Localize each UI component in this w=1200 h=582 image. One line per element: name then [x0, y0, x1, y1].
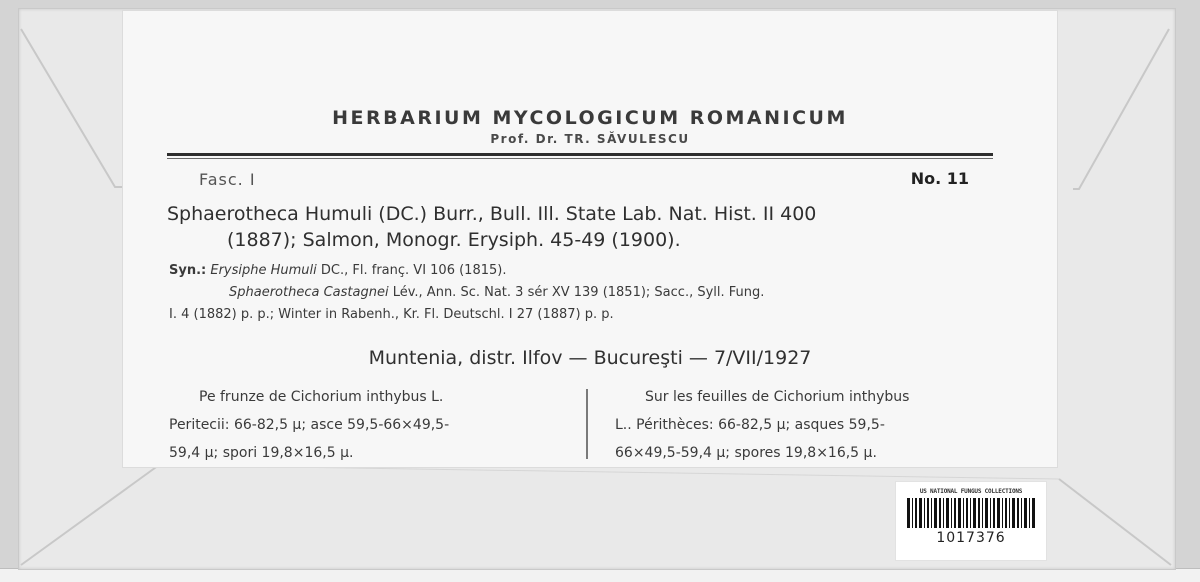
- species-citation: [167, 201, 1007, 253]
- romanian-description: [169, 383, 569, 467]
- header-rule-thick: [167, 153, 993, 156]
- barcode-icon: [907, 498, 1035, 528]
- fr-line-2: L.. Périthèces: 66-82,5 μ; asques 59,5-: [615, 417, 885, 433]
- fr-line-3: 66×49,5-59,4 μ; spores 19,8×16,5 μ.: [615, 445, 877, 461]
- locality: Muntenia, distr. Ilfov — Bucureşti — 7/VII/1927: [368, 347, 812, 369]
- syn2-name: Sphaerotheca Castagnei: [229, 285, 389, 300]
- syn-line-3: I. 4 (1882) p. p.; Winter in Rabenh., Kr. Fl. Deutschl. I 27 (1887) p. p.: [169, 307, 614, 322]
- fr-line-1: Sur les feuilles de Cichorium inthybus: [645, 389, 910, 405]
- species-line-2: (1887); Salmon, Monogr. Erysiph. 45-49 (1900).: [227, 229, 681, 251]
- syn-label: Syn.:: [169, 263, 207, 278]
- label-title: HERBARIUM MYCOLOGICUM ROMANICUM: [332, 107, 848, 129]
- column-divider: [586, 389, 588, 459]
- french-description: [615, 383, 1015, 467]
- syn1-ref: DC., Fl. franç. VI 106 (1815).: [320, 263, 507, 278]
- fascicle: Fasc. I: [199, 170, 256, 189]
- header-rule-thin: [167, 158, 993, 159]
- specimen-number: No. 11: [910, 169, 969, 188]
- herbarium-label: [122, 10, 1058, 468]
- ro-line-1: Pe frunze de Cichorium inthybus L.: [199, 389, 444, 405]
- barcode-label: [895, 481, 1047, 561]
- barcode-caption: US NATIONAL FUNGUS COLLECTIONS: [919, 488, 1023, 495]
- ro-line-3: 59,4 μ; spori 19,8×16,5 μ.: [169, 445, 354, 461]
- synonyms: [169, 260, 1009, 326]
- syn2-ref: Lév., Ann. Sc. Nat. 3 sér XV 139 (1851); Sacc., Syll. Fung.: [392, 285, 765, 300]
- syn1-name: Erysiphe Humuli: [210, 263, 317, 278]
- bottom-strip: [0, 568, 1200, 582]
- label-subtitle: Prof. Dr. TR. SĂVULESCU: [490, 132, 690, 146]
- barcode-number: 1017376: [936, 530, 1006, 546]
- ro-line-2: Peritecii: 66-82,5 μ; asce 59,5-66×49,5-: [169, 417, 450, 433]
- species-line-1: Sphaerotheca Humuli (DC.) Burr., Bull. Ill. State Lab. Nat. Hist. II 400: [167, 203, 817, 225]
